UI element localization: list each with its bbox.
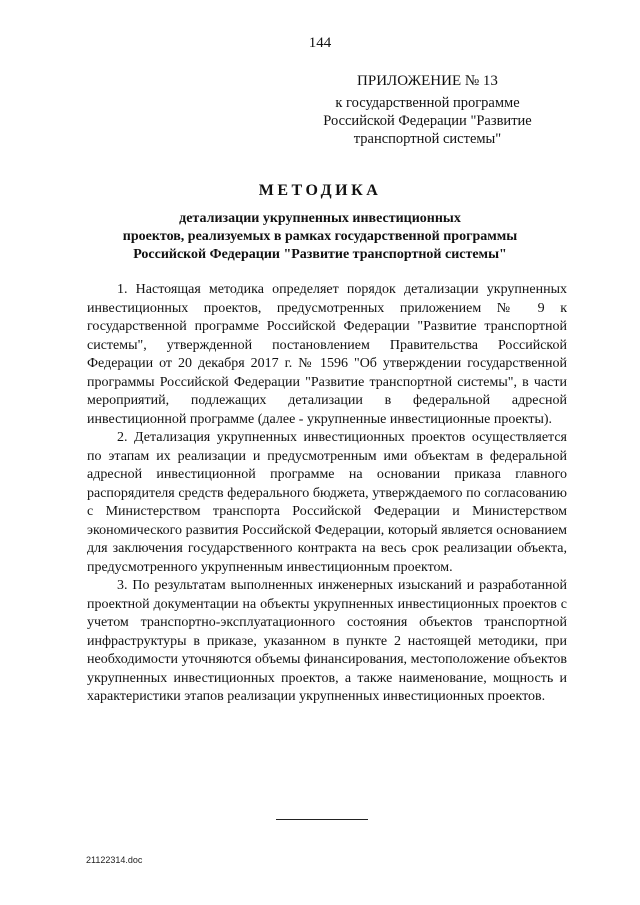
page-number: 144 [308,35,332,51]
paragraph-1: 1. Настоящая методика определяет порядок детализации укрупненных инвестиционных проектов, предусмотренных приложением № 9 к государственной программе Российской Федерации "Развитие транспортной системы", утвержденной постановлением Правительства Российской Федерации от 20 декабря 2017 г. № 1596 "Об утверждении государственной программы Российской Федерации "Развитие транспортной системы", в части мероприятий, подлежащих детализации в федеральной адресной инвестиционной программе (далее - укрупненные инвестиционные проекты). [87,282,567,427]
closing-separator-line [276,819,368,820]
appendix-line: Российской Федерации "Развитие [323,113,532,129]
subtitle-line: Российской Федерации "Развитие транспортной системы" [133,247,507,262]
appendix-header [300,72,555,148]
paragraph-3: 3. По результатам выполненных инженерных изысканий и разработанной проектной документации на объекты укрупненных инвестиционных проектов с учетом транспортно-эксплуатационного состояния объектов транспортной инфраструктуры в приказе, указанном в пункте 2 настоящей методики, при необходимости уточняются объемы финансирования, местоположение объектов укрупненных инвестиционных проектов, а также наименование, мощность и характеристики этапов реализации укрупненных инвестиционных проектов. [87,578,567,704]
subtitle-line: проектов, реализуемых в рамках государственной программы [122,229,518,244]
document-title: МЕТОДИКА [258,182,382,199]
appendix-line: к государственной программе [335,95,520,111]
footer-file-code: 21122314.doc [86,855,143,865]
paragraph-2: 2. Детализация укрупненных инвестиционных проектов осуществляется по этапам их реализации и предусмотренным ими объектам в федеральной адресной инвестиционной программе на основании приказа главного распорядителя средств федерального бюджета, утверждаемого по согласованию с Министерством транспорта Российской Федерации и Министерством экономического развития Российской Федерации, который является основанием для заключения государственного контракта на весь срок реализации объекта, предусмотренного укрупненным инвестиционным проектом. [87,430,567,575]
appendix-title: ПРИЛОЖЕНИЕ № 13 [357,73,498,89]
subtitle-line: детализации укрупненных инвестиционных [179,211,461,226]
appendix-line: транспортной системы" [353,131,502,147]
document-subtitle [100,210,540,264]
document-body [87,281,567,707]
